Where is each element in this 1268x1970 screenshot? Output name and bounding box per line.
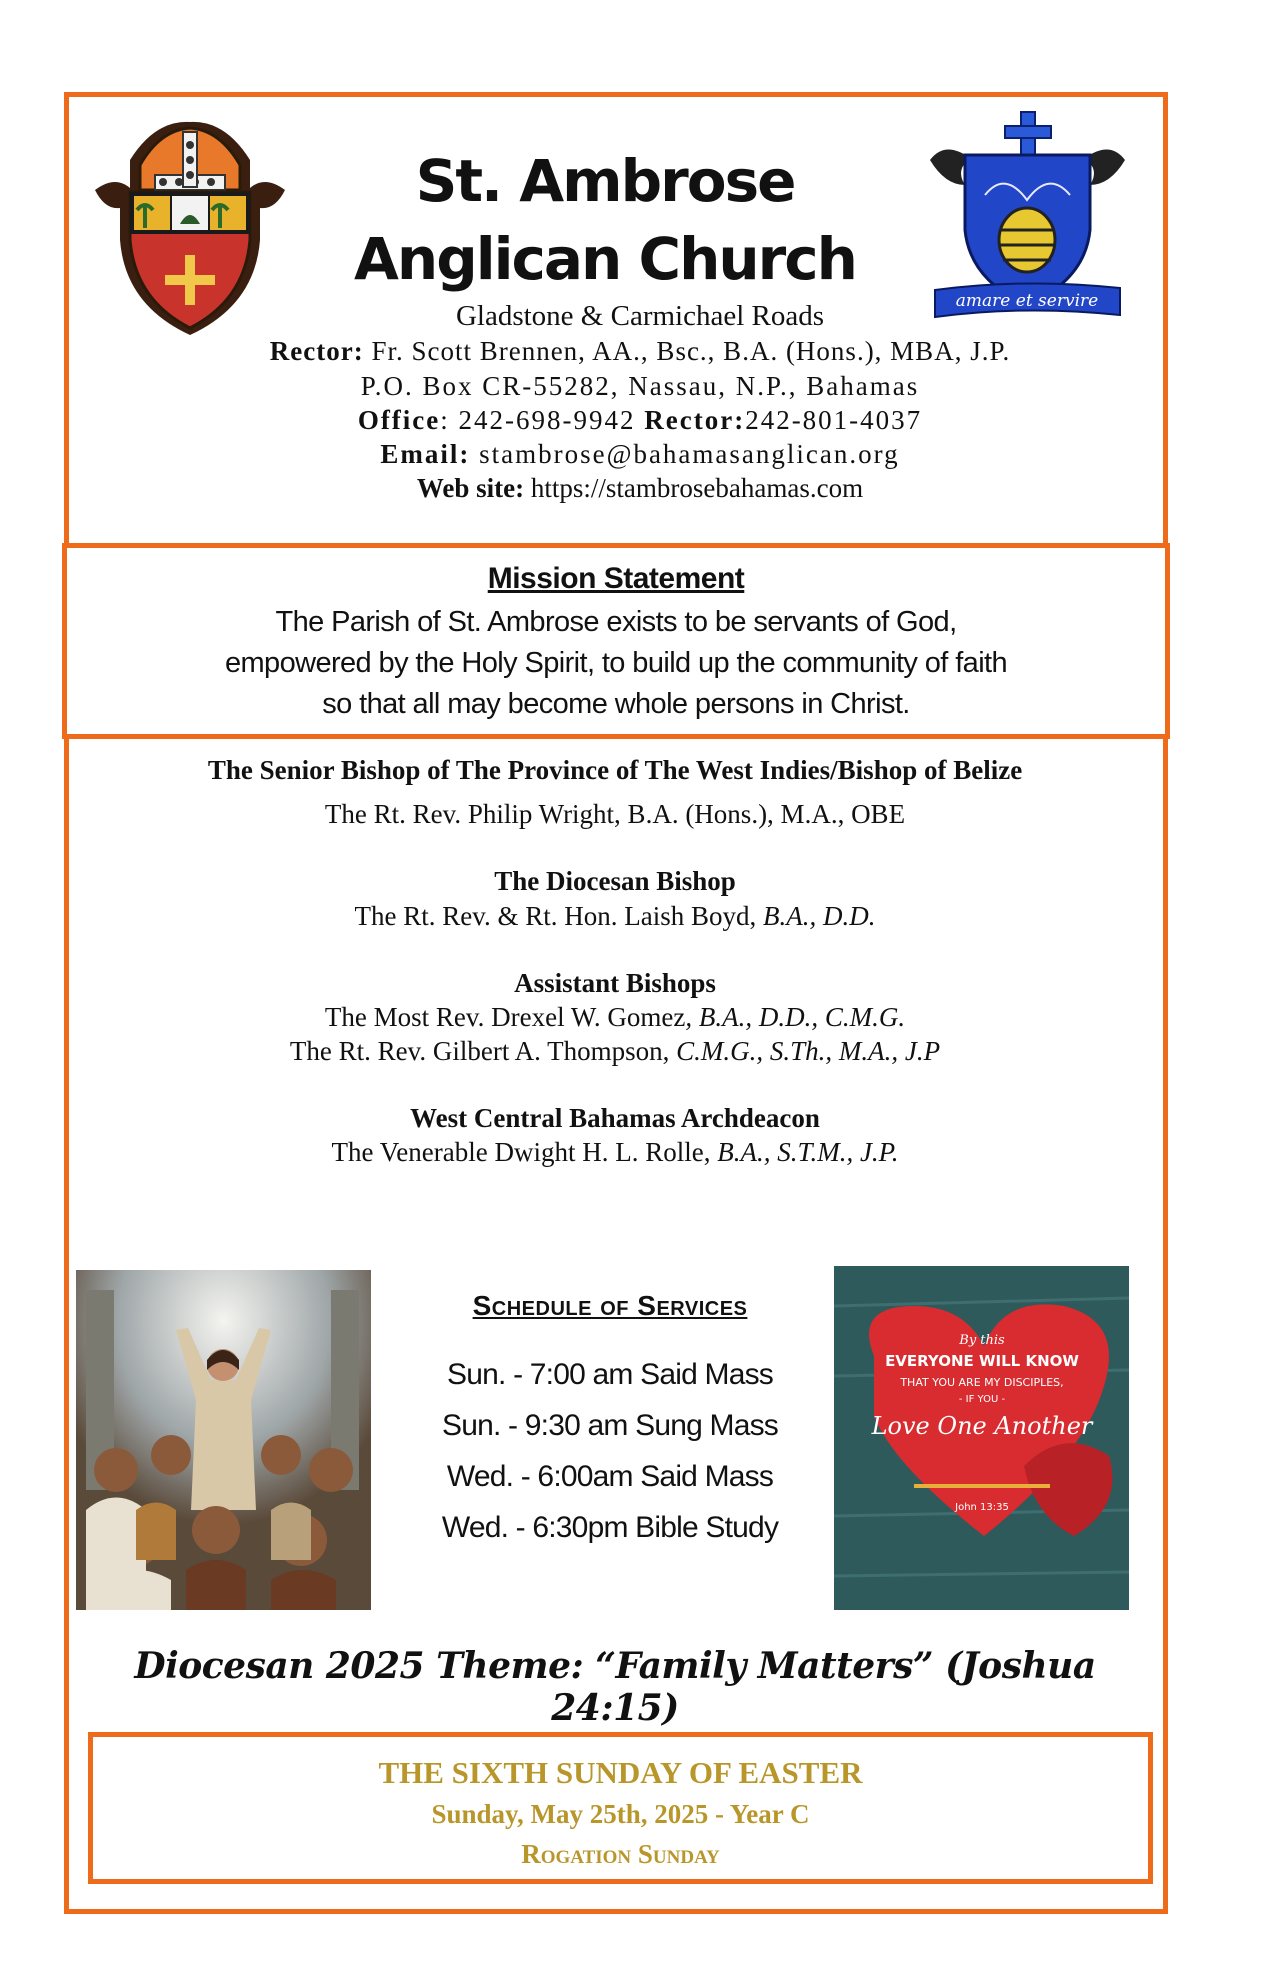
archdeacon-title: West Central Bahamas Archdeacon: [410, 1103, 820, 1133]
mission-title: Mission Statement: [487, 562, 745, 595]
assistant-bishop-line: [100, 1036, 1130, 1067]
occasion-date: Sunday, May 25th, 2025 - Year C: [431, 1799, 810, 1829]
verse-line-5: Love One Another: [871, 1412, 1093, 1440]
website-url[interactable]: https://stambrosebahamas.com: [524, 473, 864, 503]
church-name-line1: St. Ambrose: [415, 147, 795, 215]
church-name: [280, 142, 930, 298]
diocesan-bishop-name: The Rt. Rev. & Rt. Hon. Laish Boyd,: [354, 901, 763, 931]
mission-line: The Parish of St. Ambrose exists to be servants of God,: [275, 606, 957, 638]
occasion-rogation: Rogation Sunday: [521, 1839, 720, 1869]
archdeacon-line: [100, 1137, 1130, 1168]
verse-line-1: By this: [959, 1333, 1005, 1348]
verse-line-2: EVERYONE WILL KNOW: [885, 1352, 1079, 1370]
email-address[interactable]: stambrose@bahamasanglican.org: [470, 439, 900, 469]
rector-line: [160, 336, 1120, 367]
schedule-item: Wed. - 6:30pm Bible Study: [441, 1511, 779, 1544]
email-label: Email:: [380, 439, 471, 469]
rector-phone-label: Rector:: [644, 405, 746, 435]
assistant-bishop-line: [100, 1002, 1130, 1033]
website-line: [160, 473, 1120, 504]
office-label: Office: [357, 405, 441, 435]
mission-line: empowered by the Holy Spirit, to build up the community of faith: [224, 647, 1008, 679]
schedule-item: Sun. - 9:30 am Sung Mass: [442, 1409, 778, 1442]
archdeacon-name: The Venerable Dwight H. L. Rolle,: [331, 1137, 718, 1167]
rector-value: Fr. Scott Brennen, AA., Bsc., B.A. (Hons.), MBA, J.P.: [363, 336, 1011, 366]
crowd-illustration-image: [76, 1270, 371, 1610]
verse-line-4: - IF YOU -: [958, 1394, 1006, 1405]
schedule-item: Wed. - 6:00am Said Mass: [446, 1460, 774, 1493]
verse-reference: John 13:35: [955, 1502, 1009, 1513]
rector-phone: 242-801-4037: [745, 405, 923, 435]
schedule-title: [410, 1290, 810, 1322]
diocesan-bishop-line: [100, 901, 1130, 932]
motto-text: amare et servire: [955, 291, 1099, 311]
parish-crest-logo: [925, 110, 1130, 325]
senior-bishop-name: The Rt. Rev. Philip Wright, B.A. (Hons.), M.A., OBE: [324, 799, 906, 829]
assistant-bishop-name: The Rt. Rev. Gilbert A. Thompson,: [289, 1036, 677, 1066]
church-name-line2: Anglican Church: [354, 225, 856, 293]
schedule-title-text: Schedule of Services: [472, 1290, 748, 1321]
church-address: Gladstone & Carmichael Roads: [455, 300, 825, 332]
rector-label: Rector:: [269, 336, 364, 366]
senior-bishop-title: The Senior Bishop of The Province of The West Indies/Bishop of Belize: [207, 755, 1023, 785]
occasion-box: [88, 1732, 1153, 1884]
diocesan-bishop-credentials: B.A., D.D.: [763, 901, 876, 931]
mission-statement-box: [62, 543, 1170, 739]
diocesan-bishop-title: The Diocesan Bishop: [494, 866, 736, 896]
assistant-bishops-title: Assistant Bishops: [514, 968, 716, 998]
archdeacon-credentials: B.A., S.T.M., J.P.: [717, 1137, 899, 1167]
assistant-bishop-credentials: C.M.G., S.Th., M.A., J.P: [676, 1036, 941, 1066]
email-line: [160, 439, 1120, 470]
love-one-another-verse-image: [834, 1266, 1129, 1610]
verse-line-3: THAT YOU ARE MY DISCIPLES,: [900, 1376, 1064, 1389]
diocesan-theme: Diocesan 2025 Theme: “Family Matters” (Joshua 24:15): [134, 1645, 1096, 1729]
assistant-bishop-name: The Most Rev. Drexel W. Gomez: [324, 1002, 686, 1032]
website-label: Web site:: [416, 473, 525, 503]
assistant-bishop-credentials: , B.A., D.D., C.M.G.: [685, 1002, 906, 1032]
mission-line: so that all may become whole persons in Christ.: [322, 688, 910, 720]
occasion-title: THE SIXTH SUNDAY OF EASTER: [378, 1755, 863, 1790]
po-box: P.O. Box CR-55282, Nassau, N.P., Bahamas: [360, 371, 920, 401]
office-phone: : 242-698-9942: [440, 405, 645, 435]
schedule-item: Sun. - 7:00 am Said Mass: [447, 1358, 773, 1391]
phone-line: [160, 405, 1120, 436]
